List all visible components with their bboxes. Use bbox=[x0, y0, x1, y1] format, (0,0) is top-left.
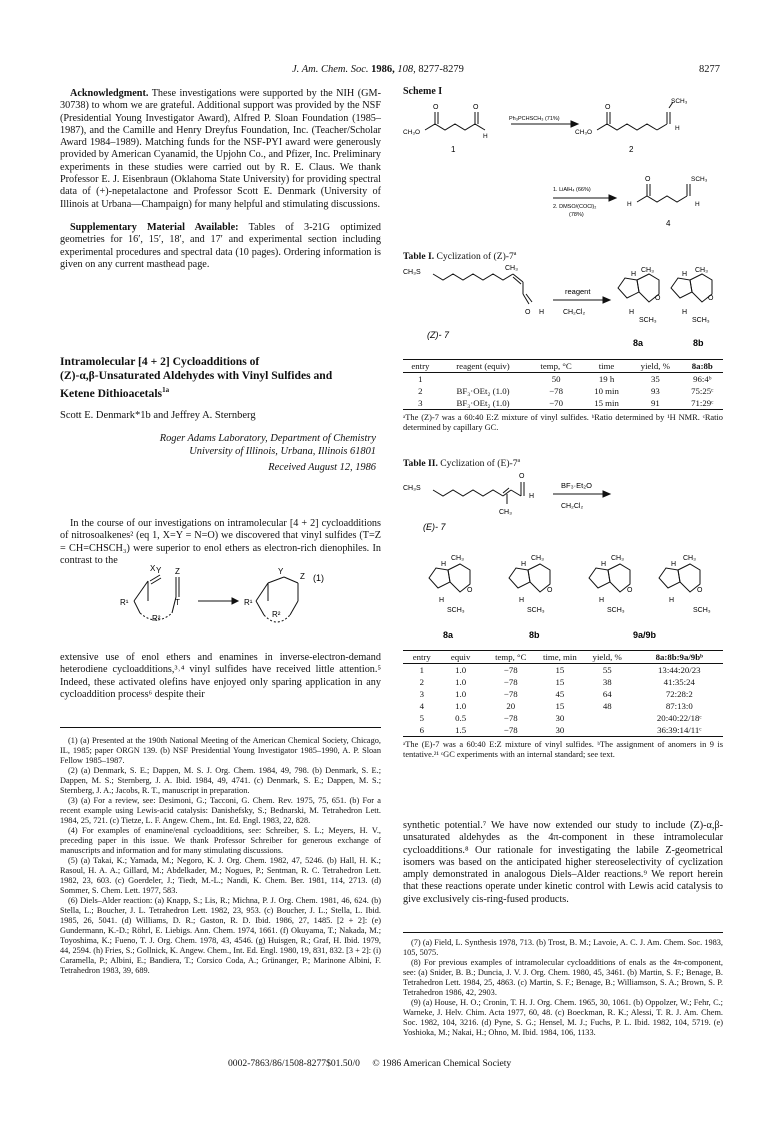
t2-sm-o: O bbox=[519, 473, 525, 480]
table-1-caption bbox=[403, 251, 516, 262]
table-2 bbox=[403, 650, 723, 760]
table-row bbox=[403, 676, 723, 688]
table-2-footnote: ᵃThe (E)-7 was a 60:40 E:Z mixture of vinyl sulfides. ᵇThe assignment of anomers in 9 is tentative.²¹ ᶜGC experiments with an internal standard; see text. bbox=[403, 740, 723, 759]
cell: 1.0 bbox=[455, 665, 467, 675]
eq-label-y: Y bbox=[156, 566, 162, 575]
t1-8b-sch3: SCH₃ bbox=[692, 317, 710, 324]
cell: 50 bbox=[551, 374, 561, 384]
scheme-reagent-2b: 2. DMSO/(COCl)₂ bbox=[553, 204, 597, 210]
t2-p1-o: O bbox=[467, 587, 473, 594]
cell: 1 bbox=[419, 665, 424, 675]
affiliation-line-2: University of Illinois, Urbana, Illinois 61801 bbox=[189, 446, 376, 457]
t1-8a-sch3: SCH₃ bbox=[639, 317, 657, 324]
t2-col-ratio: 8a:8b:9a/9bᵇ bbox=[636, 651, 723, 664]
t1-sm-ch3: CH₃ bbox=[505, 265, 518, 272]
footnote-1: (1) (a) Presented at the 190th National Meeting of the American Chemical Society, Chicago, IL, 1985; paper ORGN 139. (b) NSF Presidential Young Investigator 1985–1990, A. P. Sloan Fellow 1985–1987. bbox=[60, 736, 381, 765]
cell bbox=[579, 724, 636, 737]
t1-8a-h2: H bbox=[629, 309, 635, 316]
cell: 20:40:22/18ᶜ bbox=[656, 713, 702, 723]
t2-p1-sch3: SCH₃ bbox=[447, 607, 465, 614]
cpd4-label: 4 bbox=[666, 219, 671, 228]
t2-p4-ch3: CH₃ bbox=[683, 555, 696, 562]
t1-col-temp: temp, °C bbox=[528, 360, 584, 373]
eq-label-z: Z bbox=[175, 567, 180, 576]
running-header bbox=[292, 64, 464, 75]
table-2-sup: a bbox=[517, 458, 521, 464]
table-row bbox=[403, 700, 723, 712]
cell: 13:44:20/23 bbox=[658, 665, 701, 675]
cell: −70 bbox=[528, 397, 584, 410]
eq-product-y: Y bbox=[278, 567, 284, 576]
title-line-1: Intramolecular [4 + 2] Cycloadditions of bbox=[60, 355, 260, 368]
cell: 15 min bbox=[584, 397, 629, 410]
authors: Scott E. Denmark*1b and Jeffrey A. Sternberg bbox=[60, 410, 256, 421]
table-2-label: Table II. bbox=[403, 458, 438, 470]
cell: 91 bbox=[629, 397, 681, 410]
t2-p2-h2: H bbox=[519, 597, 525, 604]
left-column bbox=[60, 88, 381, 271]
footnotes-right bbox=[403, 938, 723, 1038]
t2-p2-o: O bbox=[547, 587, 553, 594]
t2-p3-h: H bbox=[601, 561, 607, 568]
t2-col-yield: yield, % bbox=[579, 651, 636, 664]
cell: 36:39:14/11ᶜ bbox=[636, 724, 723, 737]
table-1-reaction-diagram bbox=[403, 262, 723, 360]
table-row bbox=[403, 373, 723, 386]
cell: −78 bbox=[481, 724, 541, 737]
cell: 93 bbox=[650, 386, 660, 396]
cell: 15 bbox=[555, 665, 565, 675]
eq-label-x: X bbox=[150, 565, 156, 573]
paragraph-3: synthetic potential.⁷ We have now extended our study to include (Z)-α,β-unsaturated aldehydes as the 4π-component in these intramolecular cycloadditions.⁸ Our rationale for investigating the labile Z-geometrical isomers was based on the anticipated higher stereoselectivity of cyclization amply demonstrated in analogous Diels–Alder reactions.⁹ We report herein that these reactions operate under kinetic control with Lewis acid catalysis to give exclusively cis-ring-fused products. bbox=[403, 820, 723, 905]
equation-number: (1) bbox=[313, 573, 324, 583]
cell: 4 bbox=[419, 701, 424, 711]
t1-label-8a: 8a bbox=[633, 338, 644, 348]
cell: 30 bbox=[555, 713, 565, 723]
cell: 10 min bbox=[594, 386, 619, 396]
cell: 35 bbox=[650, 374, 660, 384]
footnote-5: (5) (a) Takai, K.; Yamada, M.; Negoro, K. J. Org. Chem. 1982, 47, 5246. (b) Hall, H. K.; Rasoul, H. A. A.; Gillard, M.; Abdelkader, M.; Nogues, P.; Sentman, R. C. Tetrahedron Lett. 1982, 23, 603. (c) Goerdeler, J.; Tiedt, M.-L.; Nandi, K. Chem. Ber. 1981, 114, 2713. (d) Sommer, S. Chem. Lett. 1977, 583. bbox=[60, 856, 381, 895]
scheme-reagent-1: Ph₃PCHSCH₃ (71%) bbox=[509, 116, 560, 122]
table-row bbox=[403, 688, 723, 700]
table-row bbox=[403, 385, 723, 397]
t2-p3-o: O bbox=[627, 587, 633, 594]
cell: 20 bbox=[506, 701, 516, 711]
paragraph-3-block bbox=[403, 820, 723, 906]
t2-p3-sch3: SCH₃ bbox=[607, 607, 625, 614]
t1-label-8b: 8b bbox=[693, 338, 704, 348]
t2-sm-ch3: CH₃ bbox=[499, 509, 512, 516]
t1-col-yield: yield, % bbox=[629, 360, 681, 373]
page-footer bbox=[228, 1058, 511, 1069]
t1-8b-h2: H bbox=[682, 309, 688, 316]
cell: 3 bbox=[403, 397, 438, 410]
acknowledgment bbox=[60, 88, 381, 211]
cell: 1.5 bbox=[441, 724, 481, 737]
cell: 2 bbox=[419, 677, 424, 687]
cell: −78 bbox=[549, 386, 563, 396]
cell: 15 bbox=[555, 677, 565, 687]
t2-solvent: CH₂Cl₂ bbox=[561, 503, 584, 510]
eq-product-z: Z bbox=[300, 572, 305, 581]
t2-col-time: time, min bbox=[541, 651, 579, 664]
t2-col-entry: entry bbox=[403, 651, 441, 664]
page-number: 8277 bbox=[699, 64, 720, 75]
cell: 5 bbox=[419, 713, 424, 723]
table-1 bbox=[403, 359, 723, 433]
cell: 6 bbox=[403, 724, 441, 737]
journal-pages: 8277-8279 bbox=[418, 64, 464, 75]
t1-8a-o: O bbox=[655, 295, 661, 302]
t2-label-8a: 8a bbox=[443, 630, 454, 640]
acknowledgment-text: These investigations were supported by the NIH (GM-30738) to whom we are grateful. Additional support was provided by the NSF (Presidential Young Investigator Award), Alfred P. Sloan Foundation (1985–1987), and the Camille and Henry Dreyfus Foundation, Inc. (Teacher/Scholar Award 1984–1989). Matching funds for the NSF-PYI award were generously provided by American Cyanamid, the Upjohn Co., and Pfizer, Inc. Preliminary experiments in these studies were carried out by R. E. Claus. We thank Professor E. J. Eisenbraun (Oklahoma State University) for providing spectral data of (+)-nepetalactone and Professor Scott E. Denmark (University of Illinois at Urbana—Champaign) for many helpful and stimulating discussions. bbox=[60, 88, 381, 210]
table-row bbox=[403, 724, 723, 737]
cell: 0.5 bbox=[455, 713, 467, 723]
eq-label-r2: R² bbox=[152, 614, 161, 623]
footnote-7: (7) (a) Field, L. Synthesis 1978, 713. (b) Trost, B. M.; Lavoie, A. C. J. Am. Chem. Soc. 1983, 105, 5075. bbox=[403, 938, 723, 957]
cpd1-o2: O bbox=[473, 104, 479, 111]
cell: −78 bbox=[503, 665, 518, 675]
t1-8a-h: H bbox=[631, 271, 637, 278]
cpd2-label: 2 bbox=[629, 145, 634, 154]
cell bbox=[438, 373, 529, 386]
acknowledgment-label: Acknowledgment. bbox=[70, 88, 149, 99]
footnote-divider-left bbox=[60, 727, 381, 728]
journal-volume: 108, bbox=[397, 64, 416, 75]
cell: 1.0 bbox=[455, 677, 467, 687]
journal-year: 1986, bbox=[371, 64, 395, 75]
t1-col-time: time bbox=[584, 360, 629, 373]
cell: 71:29ᶜ bbox=[682, 397, 723, 410]
t1-solvent: CH₂Cl₂ bbox=[563, 309, 586, 316]
footnote-2: (2) (a) Denmark, S. E.; Dappen, M. S. J. Org. Chem. 1984, 49, 798. (b) Denmark, S. E.; Dappen, M. S.; Sternberg, J. A. Ibid. 1984, 49, 4741. (c) Denmark, S. E.; Dappen, M. S.; Sternberg, J. A.; Jacobs, R. T., manuscript in preparation. bbox=[60, 766, 381, 795]
t2-sm-h: H bbox=[529, 493, 535, 500]
scheme-reagent-2c: (78%) bbox=[569, 212, 584, 218]
t2-p2-sch3: SCH₃ bbox=[527, 607, 545, 614]
cell: 2 bbox=[418, 386, 423, 396]
t1-col-entry: entry bbox=[403, 360, 438, 373]
footnote-divider-right bbox=[403, 932, 723, 933]
table-1-footnote: ᵃThe (Z)-7 was a 60:40 E:Z mixture of vinyl sulfides. ᵇRatio determined by ¹H NMR. ᶜRatio determined by capillary GC. bbox=[403, 413, 723, 432]
t2-p4-h2: H bbox=[669, 597, 675, 604]
t1-8b-o: O bbox=[708, 295, 714, 302]
t2-p4-o: O bbox=[697, 587, 703, 594]
t1-reagent: reagent bbox=[565, 287, 591, 296]
title-footnote-mark: 1a bbox=[162, 386, 170, 394]
scheme-title: Scheme I bbox=[403, 86, 443, 97]
cell: 30 bbox=[541, 724, 579, 737]
paragraph-2-block bbox=[60, 652, 381, 701]
affiliation-line-1: Roger Adams Laboratory, Department of Chemistry bbox=[159, 433, 376, 444]
t2-p2-ch3: CH₃ bbox=[531, 555, 544, 562]
cpd4-o: O bbox=[645, 176, 651, 183]
t1-8a-ch3: CH₃ bbox=[641, 267, 654, 274]
t2-p3-ch3: CH₃ bbox=[611, 555, 624, 562]
cell: 15 bbox=[555, 701, 565, 711]
article-title bbox=[60, 355, 381, 401]
t2-label-9a9b: 9a/9b bbox=[633, 630, 657, 640]
t1-sm-ch3s: CH₃S bbox=[403, 269, 421, 276]
cell bbox=[579, 712, 636, 724]
cell: −78 bbox=[503, 689, 518, 699]
cpd1-label: 1 bbox=[451, 145, 456, 154]
t2-sm-ch3s: CH₃S bbox=[403, 485, 421, 492]
supplementary-text: Tables of 3-21G optimized geometries for 16′, 15′, 18′, and 17′ and experimental section including experimental procedures and spectral data (10 pages). Ordering information is given on any current masthead page. bbox=[60, 221, 381, 270]
t1-8b-ch3: CH₃ bbox=[695, 267, 708, 274]
scheme-reagent-2a: 1. LiAlH₄ (66%) bbox=[553, 187, 591, 193]
table-2-title: Cyclization of (E)-7 bbox=[440, 458, 518, 470]
cpd2-ch3o: CH₃O bbox=[575, 129, 593, 136]
table-2-grid bbox=[403, 650, 723, 737]
cpd1-h: H bbox=[483, 133, 488, 140]
footnotes-left bbox=[60, 736, 381, 976]
table-1-grid bbox=[403, 359, 723, 410]
cell: −78 bbox=[503, 713, 518, 723]
intro-paragraph bbox=[60, 518, 381, 567]
cell: 87:13:0 bbox=[665, 701, 693, 711]
cell: 1.0 bbox=[455, 689, 467, 699]
cell: BF₃·OEt₂ (1.0) bbox=[456, 386, 510, 396]
affiliation bbox=[60, 432, 376, 474]
table-1-title: Cyclization of (Z)-7 bbox=[436, 251, 514, 263]
eq-product-r1: R¹ bbox=[244, 598, 253, 607]
t2-col-temp: temp, °C bbox=[481, 651, 541, 664]
cell: 19 h bbox=[598, 374, 615, 384]
cpd1-ch3o: CH₃O bbox=[403, 129, 421, 136]
eq-label-r1: R¹ bbox=[120, 598, 129, 607]
t2-reagent: BF₃·Et₂O bbox=[561, 481, 592, 490]
cpd4-h2: H bbox=[695, 201, 700, 208]
cell: 3 bbox=[419, 689, 424, 699]
supplementary-label: Supplementary Material Available: bbox=[70, 221, 239, 233]
cpd1-o1: O bbox=[433, 104, 439, 111]
t2-col-equiv: equiv bbox=[441, 651, 481, 664]
cell: 72:28:2 bbox=[665, 689, 693, 699]
t2-label-8b: 8b bbox=[529, 630, 540, 640]
t2-p4-sch3: SCH₃ bbox=[693, 607, 711, 614]
scheme-1-diagram bbox=[403, 96, 721, 238]
eq-product-r2: R² bbox=[272, 610, 281, 619]
footer-copyright: © 1986 American Chemical Society bbox=[372, 1058, 512, 1069]
table-row bbox=[403, 664, 723, 677]
table-1-label: Table I. bbox=[403, 251, 435, 263]
t2-sm-label: (E)- 7 bbox=[423, 522, 446, 532]
cell: BF₃·OEt₂ (1.0) bbox=[438, 397, 529, 410]
cell: 45 bbox=[555, 689, 565, 699]
t1-col-ratio: 8a:8b bbox=[682, 360, 723, 373]
title-line-3-text: Ketene Dithioacetals bbox=[60, 386, 163, 400]
footnote-3: (3) (a) For a review, see: Desimoni, G.; Tacconi, G. Chem. Rev. 1975, 75, 651. (b) For a recent example using Lewis-acid catalysis: Danishefsky, S.; Bednarski, M. Tetrahedron Lett. 1984, 25, 721. (c) Tietze, L. F. Angew. Chem., Int. Ed. Engl. 1983, 22, 828. bbox=[60, 796, 381, 825]
footnote-8: (8) For previous examples of intramolecular cycloadditions of enals as the 4π-component, see: (a) Snider, B. B.; Duncia, J. V. J. Org. Chem. 1980, 45, 3461. (b) Martin, S. F.; Benage, B. Tetrahedron Lett. 1984, 25, 4863. (c) Martin, S. F.; Benage, B.; Williamson, S. A.; Brown, S. P. Tetrahedron 1986, 42, 2903. bbox=[403, 958, 723, 997]
footnote-9: (9) (a) House, H. O.; Cronin, T. H. J. Org. Chem. 1965, 30, 1061. (b) Oppolzer, W.; Fehr, C.; Warneke, J. Helv. Chim. Acta 1977, 60, 48. (c) Boeckman, R. K.; Alessi, T. R. J. Am. Chem. Soc. 1982, 104, 3216. (d) Pyne, S. G.; Hensel, M. J.; Fuchs, P. L. Ibid. 1982, 104, 5719. (e) Yoshioka, M.; Nakai, H.; Ohno, M. Ibid. 1984, 106, 1133. bbox=[403, 998, 723, 1037]
cell: 1.0 bbox=[455, 701, 467, 711]
cpd4-h1: H bbox=[627, 201, 632, 208]
cell: 96:4ᵇ bbox=[693, 374, 712, 384]
t2-p4-h: H bbox=[671, 561, 677, 568]
cell: 41:35:24 bbox=[663, 677, 695, 687]
cell: 48 bbox=[602, 701, 612, 711]
t2-p3-h2: H bbox=[599, 597, 605, 604]
t2-p1-ch3: CH₃ bbox=[451, 555, 464, 562]
title-line-2: (Z)-α,β-Unsaturated Aldehydes with Vinyl Sulfides and bbox=[60, 369, 333, 382]
table-row bbox=[403, 712, 723, 724]
cell: 75:25ᶜ bbox=[691, 386, 714, 396]
table-row bbox=[403, 397, 723, 410]
t2-p1-h2: H bbox=[439, 597, 445, 604]
t1-sm-o: O bbox=[525, 309, 531, 316]
t1-8b-h: H bbox=[682, 271, 688, 278]
supplementary-material bbox=[60, 222, 381, 271]
t2-p2-h: H bbox=[521, 561, 527, 568]
cell: −78 bbox=[503, 677, 518, 687]
cell: 64 bbox=[602, 689, 612, 699]
cpd4-sch3: SCH₃ bbox=[691, 176, 708, 183]
footnote-6: (6) Diels–Alder reaction: (a) Knapp, S.; Lis, R.; Michna, P. J. Org. Chem. 1981, 46, 624. (b) Stella, L.; Boucher, J. L. Tetrahedron Lett. 1982, 23, 953. (c) Boucher, J. L.; Stella, L. Ibid. 1985, 26, 5041. (d) Williams, D. R.; Gaston, R. D. Ibid. 1986, 27, 1485. [2 + 2]: (e) Gundermann, K.-D.; Röhrl, E. Liebigs. Ann. Chem. 1974, 1661. (f) Okuyama, T.; Nakada, M.; Toyoshima, K.; Fueno, T. J. Org. Chem. 1978, 43, 4546. (g) Huisgen, R.; Graf, H. Ibid. 1979, 44, 2594. (h) Fries, S.; Gollnick, K. Angew. Chem., Int. Ed. Engl. 1980, 19, 831, 832. [3 + 2]: (i) Caramella, P.; Albini, E.; Bandiera, T.; Corsico Coda, A.; Grünanger, P.; Marinone Albini, F. Tetrahedron 1983, 39, 689. bbox=[60, 896, 382, 975]
received-date: Received August 12, 1986 bbox=[268, 462, 376, 473]
cell: 1 bbox=[418, 374, 423, 384]
paragraph-1: In the course of our investigations on intramolecular [4 + 2] cycloadditions of nitrosoalkenes² (eq 1, X=Y = N=O) we discovered that vinyl sulfides (T=Z = CH=CHSCH₃) were superior to enol ethers as electron-rich dienophiles. In contrast to the bbox=[60, 518, 381, 566]
cell: 55 bbox=[602, 665, 612, 675]
journal-name: J. Am. Chem. Soc. bbox=[292, 64, 369, 75]
footnote-4: (4) For examples of enamine/enal cycloadditions, see: Schreiber, S. L.; Meyers, H. V., preceding paper in this issue. We thank Professor Schreiber for generous exchange of manuscripts and information and for many stimulating discussions. bbox=[60, 826, 381, 855]
t1-sm-label: (Z)- 7 bbox=[427, 330, 449, 340]
t1-col-reagent: reagent (equiv) bbox=[438, 360, 529, 373]
equation-1-diagram bbox=[120, 565, 375, 637]
cpd2-sch3: SCH₃ bbox=[671, 98, 688, 105]
cpd2-o: O bbox=[605, 104, 611, 111]
table-1-sup: a bbox=[513, 251, 517, 257]
cell: 38 bbox=[602, 677, 612, 687]
footer-code: 0002-7863/86/1508-8277$01.50/0 bbox=[228, 1058, 360, 1069]
t2-p1-h: H bbox=[441, 561, 447, 568]
eq-label-t: T bbox=[175, 598, 180, 607]
cpd2-h: H bbox=[675, 125, 680, 132]
table-2-reaction-diagram bbox=[403, 468, 723, 646]
t1-sm-h: H bbox=[539, 309, 545, 316]
paragraph-2: extensive use of enol ethers and enamines in inverse-electron-demand heterodiene cycloadditions,³˒⁴ vinyl sulfides have received little attention.⁵ Indeed, these activated olefins have enjoyed only sparing application in any cycloaddition process⁶ despite their bbox=[60, 652, 381, 700]
title-line-3 bbox=[60, 383, 381, 401]
